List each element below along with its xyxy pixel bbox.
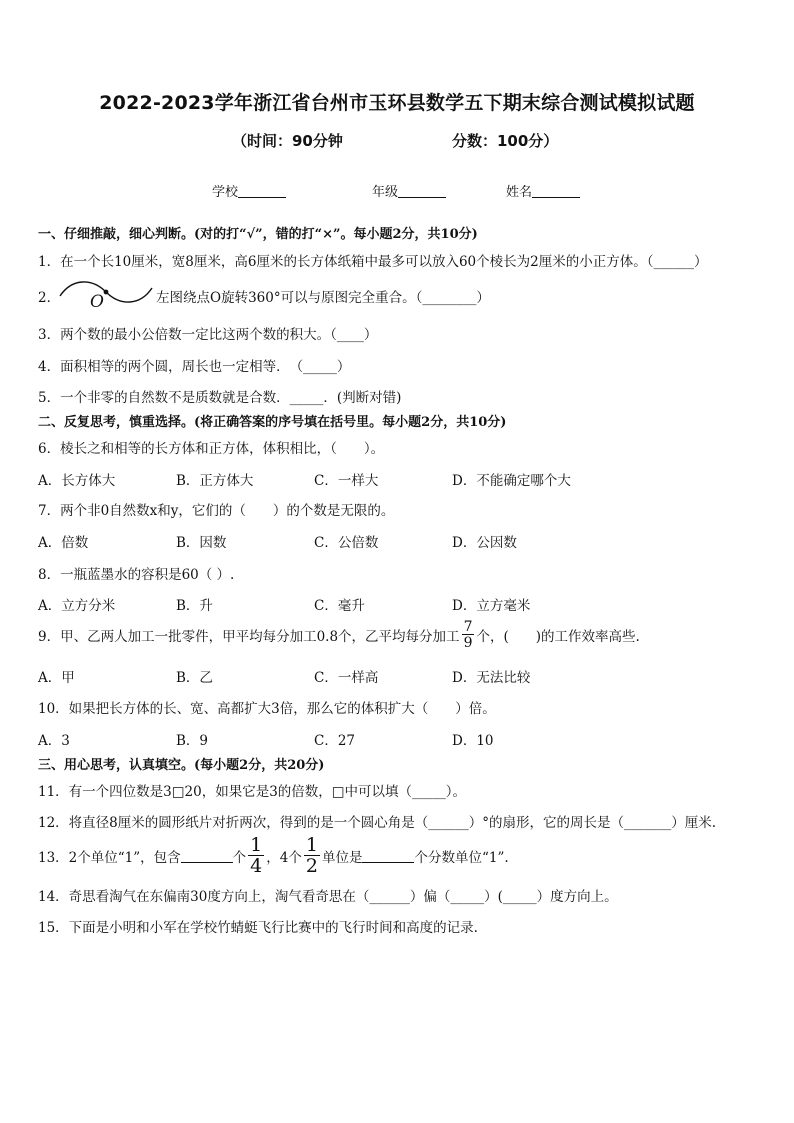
name-label: 姓名 [506,185,533,200]
q6-option-c: C．一样大 [314,473,379,489]
q10-option-b: B．9 [176,733,209,749]
q9-fraction [462,620,475,650]
school-blank [238,183,286,198]
q6-option-d: D．不能确定哪个大 [452,473,571,489]
q13-fraction-2-numerator: 1 [305,834,318,856]
question-1: 1．在一个长10厘米，宽8厘米，高6厘米的长方体纸箱中最多可以放入60个棱长为2厘米的小正方体。（______） [38,254,708,270]
question-7: 7．两个非0自然数x和y，它们的（ ）的个数是无限的。 [38,503,395,519]
exam-score: 分数：100分） [452,132,559,150]
question-5: 5．一个非零的自然数不是质数就是合数．_____．(判断对错) [38,390,402,406]
q7-option-a: A．倍数 [38,535,89,551]
q8-option-d: D．立方毫米 [452,598,531,614]
section-1-heading: 一、仔细推敲，细心判断。(对的打“√”，错的打“×”。每小题2分，共10分) [38,227,478,242]
q9-option-a: A．甲 [38,670,75,686]
q13-part-e: 个分数单位“1”. [414,850,509,866]
school-field [212,181,286,200]
q7-option-c: C．公倍数 [314,535,379,551]
question-8: 8．一瓶蓝墨水的容积是60（ ）. [38,567,235,583]
q13-blank-1 [181,850,233,863]
q13-part-c: ，4个 [266,850,302,866]
section-2-heading: 二、反复思考，慎重选择。(将正确答案的序号填在括号里。每小题2分，共10分) [38,415,507,430]
q9-option-d: D．无法比较 [452,670,531,686]
grade-blank [398,183,446,198]
q7-option-b: B．因数 [176,535,227,551]
q9-option-b: B．乙 [176,670,213,686]
wave-curve-figure [56,276,156,310]
question-10: 10．如果把长方体的长、宽、高都扩大3倍，那么它的体积扩大（ ）倍。 [38,701,496,717]
question-3: 3．两个数的最小公倍数一定比这两个数的积大。（____） [38,327,378,343]
q8-option-c: C．毫升 [314,598,365,614]
q9-fraction-numerator: 7 [463,619,473,635]
q13-fraction-1-denominator: 4 [250,855,263,877]
q6-option-a: A．长方体大 [38,473,116,489]
question-2-text: 左图绕点O旋转360°可以与原图完全重合。（________） [156,290,490,306]
question-14: 14．奇思看淘气在东偏南30度方向上，淘气看奇思在（______）偏（_____）(_____）度方向上。 [38,889,618,905]
question-9 [38,620,640,650]
q8-option-b: B．升 [176,598,213,614]
q6-option-b: B．正方体大 [176,473,254,489]
question-2-number: 2． [38,290,61,306]
q9-stem-start: 9．甲、乙两人加工一批零件，甲平均每分加工0.8个，乙平均每分加工 [38,629,460,645]
school-label: 学校 [212,185,239,200]
q7-option-d: D．公因数 [452,535,517,551]
page-title: 2022-2023学年浙江省台州市玉环县数学五下期末综合测试模拟试题 [99,92,695,114]
q13-fraction-quarter [248,836,264,876]
exam-time: （时间：90分钟 [232,132,343,150]
q10-option-d: D．10 [452,733,494,749]
section-3-heading: 三、用心思考，认真填空。(每小题2分，共20分) [38,758,325,773]
q10-option-a: A．3 [38,733,70,749]
q10-option-c: C．27 [314,733,356,749]
q9-stem-end: 个，( )的工作效率高些. [476,629,640,645]
grade-field [372,181,446,200]
q13-part-b: 个 [232,850,247,866]
question-13 [38,836,509,876]
question-4: 4．面积相等的两个圆，周长也一定相等． （_____） [38,359,351,375]
q13-part-a: 13．2个单位“1”，包含 [38,850,181,866]
q13-fraction-half [304,836,320,876]
q13-blank-2 [362,850,414,863]
point-o-label: O [90,292,104,312]
q13-fraction-2-denominator: 2 [305,855,318,877]
q13-fraction-1-numerator: 1 [250,834,263,856]
name-blank [532,183,580,198]
question-6: 6．棱长之和相等的长方体和正方体，体积相比，（ ）。 [38,441,385,457]
question-15: 15．下面是小明和小军在学校竹蜻蜓飞行比赛中的飞行时间和高度的记录. [38,920,478,936]
question-12: 12．将直径8厘米的圆形纸片对折两次，得到的是一个圆心角是（______）°的扇形，它的周长是（_______）厘米. [38,815,717,831]
q13-part-d: 单位是 [321,850,363,866]
question-11: 11．有一个四位数是3□20，如果它是3的倍数，□中可以填（_____）。 [38,784,467,800]
name-field [506,181,580,200]
q9-option-c: C．一样高 [314,670,379,686]
grade-label: 年级 [372,185,399,200]
q9-fraction-denominator: 9 [463,635,473,651]
q8-option-a: A．立方分米 [38,598,116,614]
